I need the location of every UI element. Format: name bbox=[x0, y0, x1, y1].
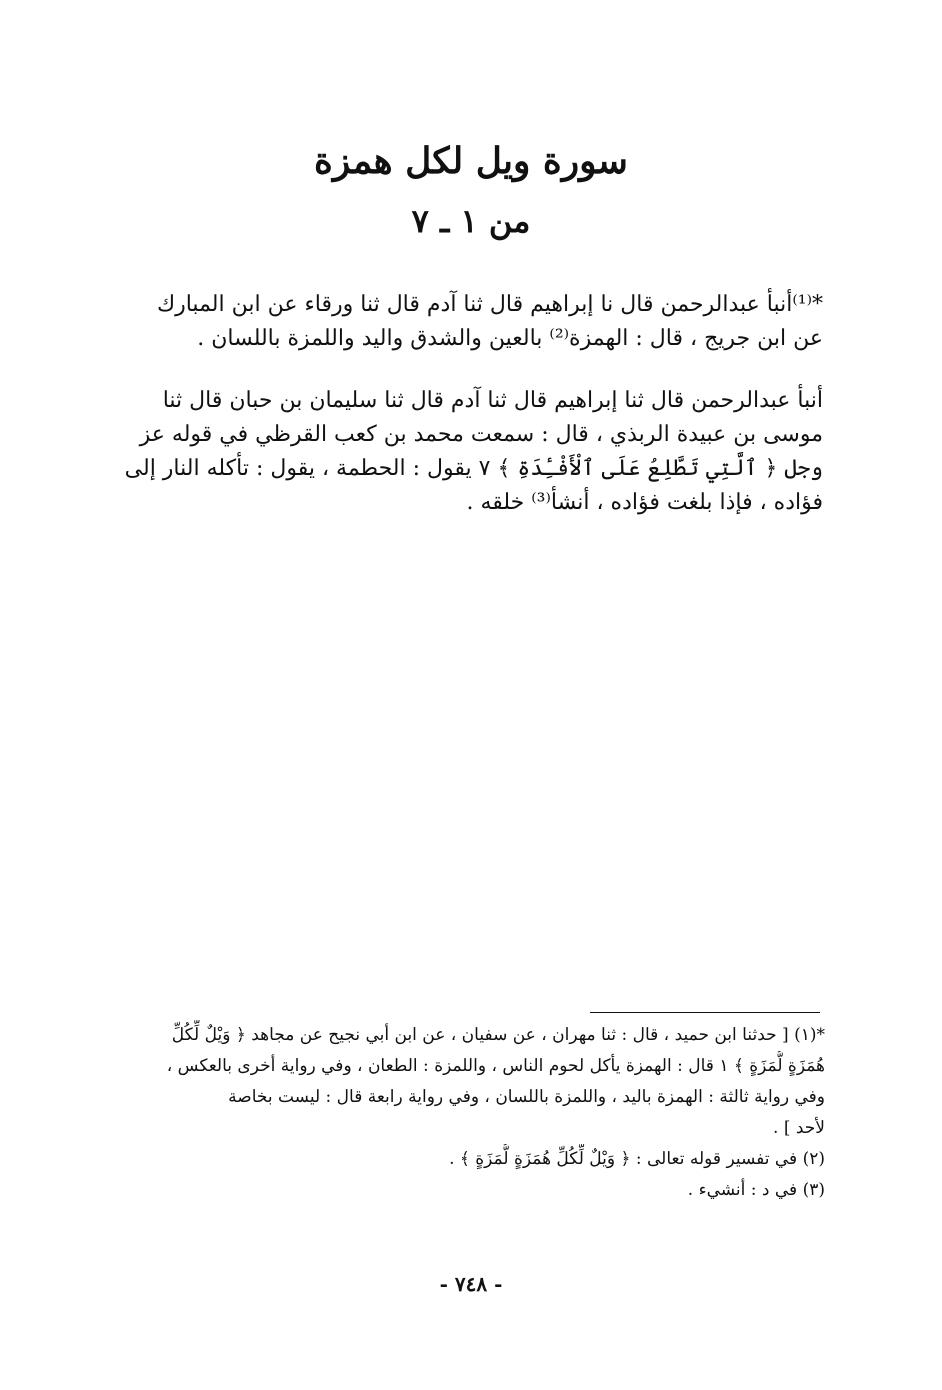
paragraph bbox=[118, 288, 823, 356]
footnote-line: وفي رواية ثالثة : الهمزة باليد ، واللمزة باللسان ، وفي رواية رابعة قال : ليست بخاصة bbox=[228, 1087, 825, 1107]
text-line: وجل ﴿ ٱلَّتِي تَطَّلِعُ عَلَى ٱلْأَفْـِٔدَةِ ﴾ ٧ يقول : الحطمة ، يقول : تأكله النار إلى bbox=[124, 456, 823, 481]
footnote-line: لأحد ] . bbox=[773, 1118, 825, 1138]
text-line: عن ابن جريج ، قال : الهمزة⁽²⁾ بالعين والشدق واليد واللمزة باللسان . bbox=[197, 326, 823, 351]
footnotes bbox=[130, 1020, 825, 1206]
verse-range: من ١ ـ ٧ bbox=[411, 202, 531, 240]
footnote bbox=[130, 1175, 825, 1206]
footnote-line: *(١) [ حدثنا ابن حميد ، قال : ثنا مهران ، عن سفيان ، عن ابن أبي نجيح عن مجاهد ﴿ وَيْلٌ لِّكُلِّ bbox=[171, 1025, 825, 1045]
footnote-line: هُمَزَةٍ لُّمَزَةٍ ﴾ ١ قال : الهمزة يأكل لحوم الناس ، واللمزة : الطعان ، وفي رواية أخرى بالعكس ، bbox=[166, 1056, 825, 1076]
surah-title: سورة ويل لكل همزة bbox=[314, 140, 628, 182]
footnote-line: (٣) في د : أنشيء . bbox=[687, 1180, 825, 1200]
page-number: - ٧٤٨ - bbox=[439, 1272, 503, 1296]
text-line: فؤاده ، فإذا بلغت فؤاده ، أنشأ⁽³⁾ خلقه . bbox=[466, 490, 823, 515]
text-line: أنبأ عبدالرحمن قال ثنا إبراهيم قال ثنا آدم قال ثنا سليمان بن حبان قال ثنا bbox=[162, 388, 823, 413]
text-line: موسى بن عبيدة الربذي ، قال : سمعت محمد بن كعب القرظي في قوله عز bbox=[139, 422, 823, 447]
paragraph bbox=[118, 384, 823, 520]
text-line: *⁽¹⁾أنبأ عبدالرحمن قال نا إبراهيم قال ثنا آدم قال ثنا ورقاء عن ابن المبارك bbox=[156, 292, 823, 317]
main-text bbox=[118, 288, 823, 548]
footnote bbox=[130, 1144, 825, 1175]
footnote-separator bbox=[590, 1012, 820, 1013]
footnote-line: (٢) في تفسير قوله تعالى : ﴿ وَيْلٌ لِّكُلِّ هُمَزَةٍ لُّمَزَةٍ ﴾ . bbox=[449, 1149, 825, 1169]
footnote bbox=[130, 1020, 825, 1144]
